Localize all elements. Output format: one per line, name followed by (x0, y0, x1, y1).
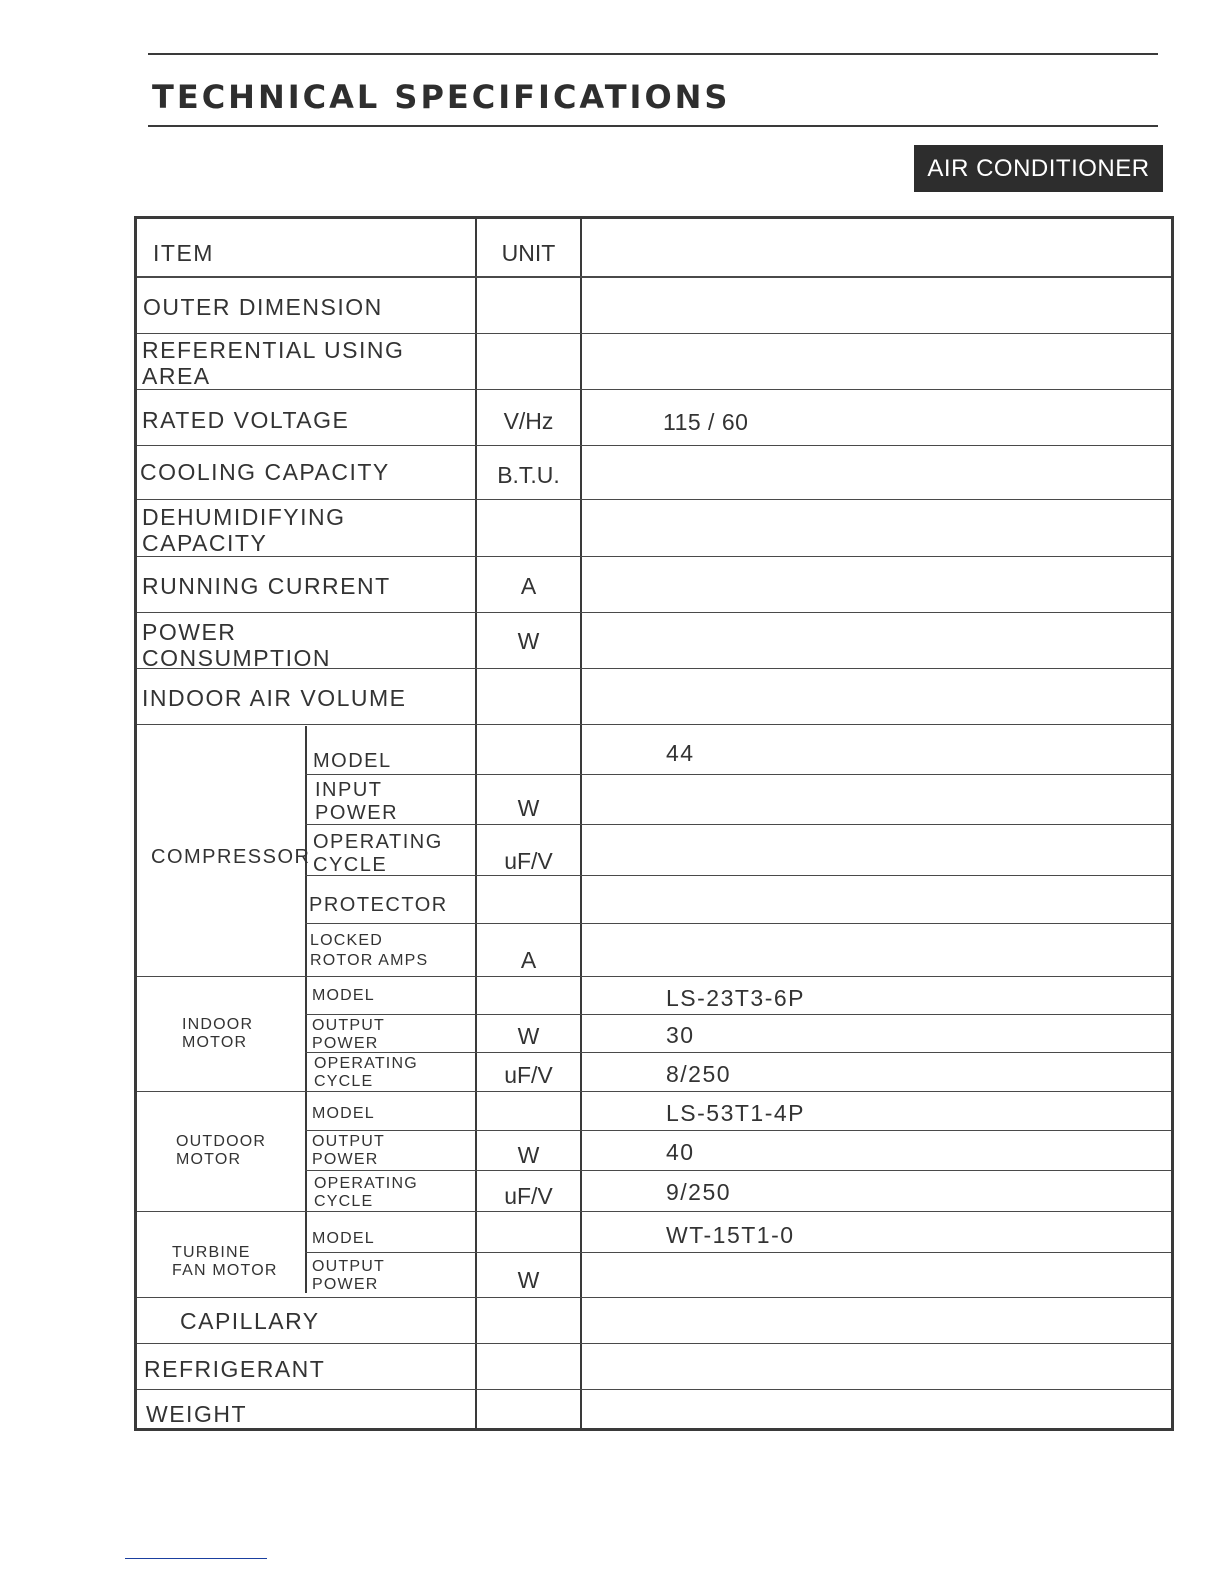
top-rule (148, 53, 1158, 55)
outdoor-motor-output-power-unit: W (517, 1142, 540, 1168)
dehumidifying-capacity-label-line1: DEHUMIDIFYING (142, 504, 346, 530)
title-underline (148, 125, 1158, 127)
referential-using-area-label-line1: REFERENTIAL USING (142, 337, 405, 363)
row-divider (305, 774, 1171, 775)
product-badge: AIR CONDITIONER (914, 145, 1163, 192)
indoor-motor-output-power-label-line1: OUTPUT (312, 1017, 385, 1034)
indoor-motor-operating-cycle-label-line1: OPERATING (314, 1055, 418, 1072)
turbine-fan-motor-group-label-line2: FAN MOTOR (172, 1262, 278, 1279)
row-divider (137, 445, 1171, 446)
page-title: TECHNICAL SPECIFICATIONS (152, 78, 731, 116)
referential-using-area-label-line2: AREA (142, 363, 211, 389)
row-divider (137, 1297, 1171, 1298)
rated-voltage-label: RATED VOLTAGE (142, 407, 350, 433)
turbine-fan-motor-model-label: MODEL (312, 1230, 375, 1247)
subgroup-divider (305, 726, 307, 1293)
row-divider (137, 976, 1171, 977)
row-divider (137, 1091, 1171, 1092)
outer-dimension-label: OUTER DIMENSION (143, 294, 383, 320)
running-current-unit: A (520, 573, 537, 599)
outdoor-motor-output-power-label-line1: OUTPUT (312, 1133, 385, 1150)
spec-table (134, 216, 1174, 1431)
footer-link-underline (125, 1558, 267, 1559)
header-item: ITEM (153, 240, 214, 266)
indoor-motor-operating-cycle-label-line2: CYCLE (314, 1073, 374, 1090)
row-divider (305, 1130, 1171, 1131)
row-divider (305, 1052, 1171, 1053)
turbine-fan-motor-model-value: WT-15T1-0 (666, 1222, 795, 1248)
row-divider (305, 923, 1171, 924)
outdoor-motor-group-label-line2: MOTOR (176, 1151, 242, 1168)
turbine-fan-motor-group-label-line1: TURBINE (172, 1244, 251, 1261)
turbine-fan-motor-output-power-label-line2: POWER (312, 1276, 379, 1293)
compressor-operating-cycle-label-line2: CYCLE (313, 854, 388, 876)
outdoor-motor-output-power-value: 40 (666, 1139, 695, 1165)
compressor-input-power-label-line2: POWER (315, 802, 399, 824)
row-divider (137, 389, 1171, 390)
compressor-model-label: MODEL (313, 750, 392, 772)
indoor-motor-output-power-label-line2: POWER (312, 1035, 379, 1052)
row-divider (137, 333, 1171, 334)
row-divider (305, 1014, 1171, 1015)
indoor-motor-group-label-line2: MOTOR (182, 1034, 248, 1051)
row-divider (137, 1389, 1171, 1390)
compressor-locked-rotor-label-line1: LOCKED (310, 932, 383, 949)
compressor-protector-label: PROTECTOR (309, 894, 448, 916)
outdoor-motor-model-value: LS-53T1-4P (666, 1100, 806, 1126)
row-divider (137, 724, 1171, 725)
compressor-locked-rotor-unit: A (520, 947, 537, 973)
cooling-capacity-label: COOLING CAPACITY (140, 459, 390, 485)
row-divider (137, 1343, 1171, 1344)
indoor-motor-output-power-unit: W (517, 1023, 540, 1049)
turbine-fan-motor-output-power-label-line1: OUTPUT (312, 1258, 385, 1275)
outdoor-motor-output-power-label-line2: POWER (312, 1151, 379, 1168)
outdoor-motor-operating-cycle-label-line2: CYCLE (314, 1193, 374, 1210)
power-consumption-label-line2: CONSUMPTION (142, 645, 331, 671)
outdoor-motor-model-label: MODEL (312, 1105, 375, 1122)
header-divider (137, 276, 1171, 278)
header-unit: UNIT (501, 240, 556, 266)
indoor-motor-operating-cycle-value: 8/250 (666, 1061, 732, 1087)
running-current-label: RUNNING CURRENT (142, 573, 391, 599)
row-divider (305, 824, 1171, 825)
rated-voltage-value: 115 / 60 (663, 409, 749, 435)
compressor-operating-cycle-unit: uF/V (504, 848, 553, 874)
indoor-motor-output-power-value: 30 (666, 1022, 695, 1048)
row-divider (305, 1170, 1171, 1171)
compressor-operating-cycle-label-line1: OPERATING (313, 831, 443, 853)
turbine-fan-motor-output-power-unit: W (517, 1267, 540, 1293)
row-divider (305, 1252, 1171, 1253)
compressor-locked-rotor-label-line2: ROTOR AMPS (310, 952, 429, 969)
row-divider (137, 1211, 1171, 1212)
capillary-label: CAPILLARY (180, 1308, 320, 1334)
row-divider (137, 612, 1171, 613)
compressor-input-power-label-line1: INPUT (315, 779, 383, 801)
outdoor-motor-operating-cycle-unit: uF/V (504, 1183, 553, 1209)
outdoor-motor-group-label-line1: OUTDOOR (176, 1133, 267, 1150)
compressor-group-label: COMPRESSOR (151, 846, 311, 868)
row-divider (305, 875, 1171, 876)
outdoor-motor-operating-cycle-label-line1: OPERATING (314, 1175, 418, 1192)
compressor-input-power-unit: W (517, 795, 540, 821)
row-divider (137, 499, 1171, 500)
power-consumption-label-line1: POWER (142, 619, 237, 645)
power-consumption-unit: W (517, 628, 540, 654)
indoor-air-volume-label: INDOOR AIR VOLUME (142, 685, 407, 711)
indoor-motor-operating-cycle-unit: uF/V (504, 1062, 553, 1088)
weight-label: WEIGHT (146, 1401, 247, 1427)
compressor-model-value: 44 (666, 740, 695, 766)
indoor-motor-model-label: MODEL (312, 987, 375, 1004)
rated-voltage-unit: V/Hz (503, 408, 554, 434)
indoor-motor-model-value: LS-23T3-6P (666, 985, 806, 1011)
refrigerant-label: REFRIGERANT (144, 1356, 326, 1382)
outdoor-motor-operating-cycle-value: 9/250 (666, 1179, 732, 1205)
row-divider (137, 556, 1171, 557)
dehumidifying-capacity-label-line2: CAPACITY (142, 530, 268, 556)
indoor-motor-group-label-line1: INDOOR (182, 1016, 254, 1033)
cooling-capacity-unit: B.T.U. (497, 462, 560, 488)
